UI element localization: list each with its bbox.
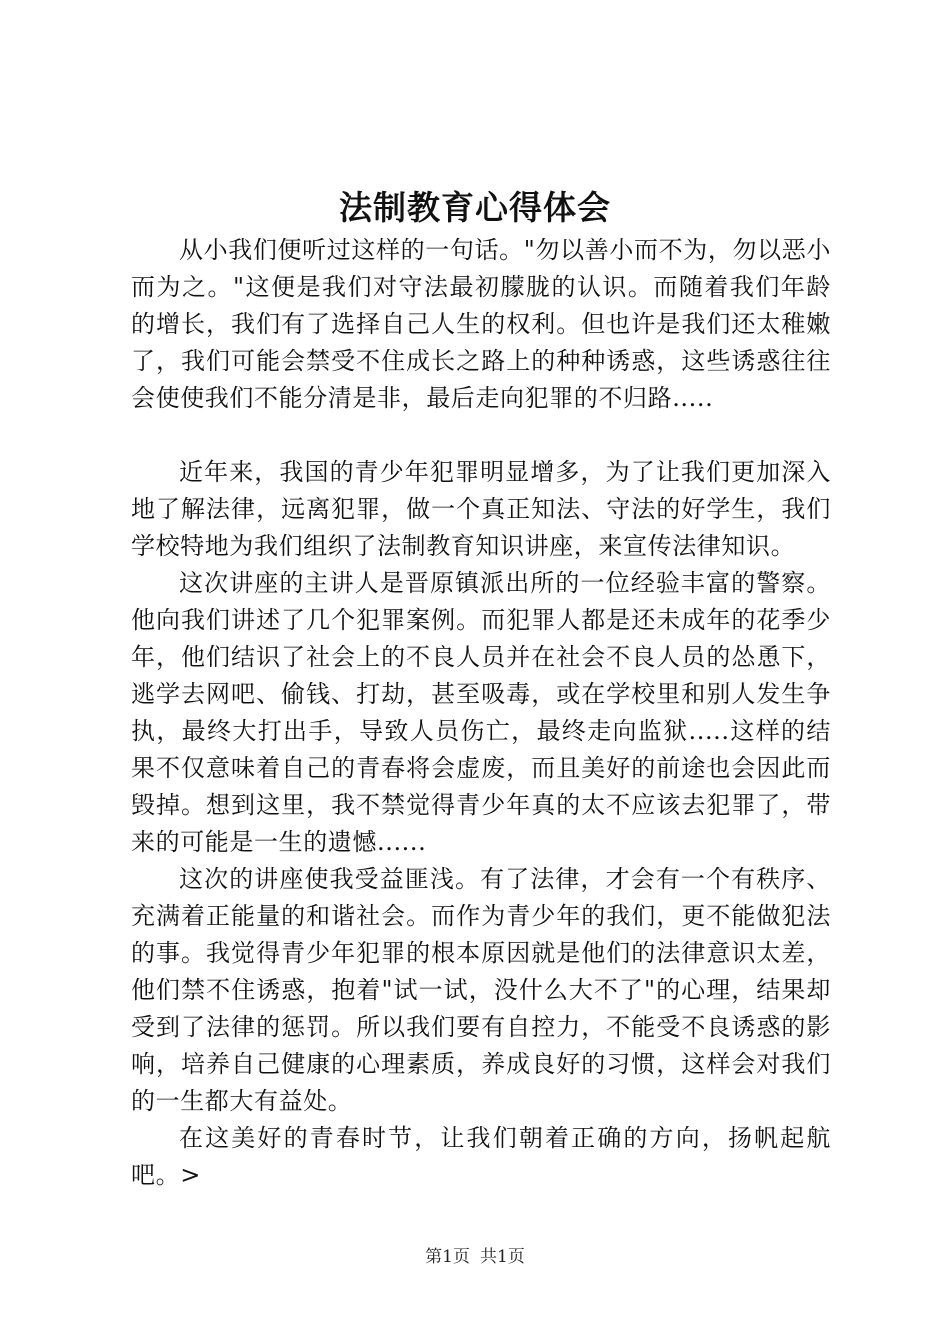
paragraph-reflection: 这次的讲座使我受益匪浅。有了法律，才会有一个有秩序、充满着正能量的和谐社会。而作为青少年的我们，更不能做犯法的事。我觉得青少年犯罪的根本原因就是他们的法律意识太差，他们禁不住诱惑，抱着"试一试，没什么大不了"的心理，结果却受到了法律的惩罚。所以我们要有自控力，不能受不良诱惑的影响，培养自己健康的心理素质，养成良好的习惯，这样会对我们的一生都大有益处。: [131, 865, 831, 1115]
paragraph-lecture-purpose: 近年来，我国的青少年犯罪明显增多，为了让我们更加深入地了解法律，远离犯罪，做一个真正知法、守法的好学生，我们学校特地为我们组织了法制教育知识讲座，来宣传法律知识。: [131, 458, 831, 560]
paragraph-intro: 从小我们便听过这样的一句话。"勿以善小而不为，勿以恶小而为之。"这便是我们对守法最初朦胧的认识。而随着我们年龄的增长，我们有了选择自己人生的权利。但也许是我们还太稚嫩了，我们可能会禁受不住成长之路上的种种诱惑，这些诱惑往往会使使我们不能分清是非，最后走向犯罪的不归路.....: [131, 236, 831, 412]
page-number-total: 共1页: [480, 1247, 525, 1267]
paragraph-lecture-content: 这次讲座的主讲人是晋原镇派出所的一位经验丰富的警察。他向我们讲述了几个犯罪案例。而犯罪人都是还未成年的花季少年，他们结识了社会上的不良人员并在社会不良人员的怂恿下，逃学去网吧、偷钱、打劫，甚至吸毒，或在学校里和别人发生争执，最终大打出手，导致人员伤亡，最终走向监狱.....这样的结果不仅意味着自己的青春将会虚废，而且美好的前途也会因此而毁掉。想到这里，我不禁觉得青少年真的太不应该去犯罪了，带来的可能是一生的遗憾......: [131, 569, 831, 856]
document-title: 法制教育心得体会: [339, 188, 611, 227]
document-body: [131, 232, 831, 1194]
paragraph-conclusion: 在这美好的青春时节，让我们朝着正确的方向，扬帆起航吧。>: [131, 1124, 831, 1189]
page-number-current: 第1页: [425, 1247, 470, 1267]
page-footer: [0, 1245, 950, 1269]
